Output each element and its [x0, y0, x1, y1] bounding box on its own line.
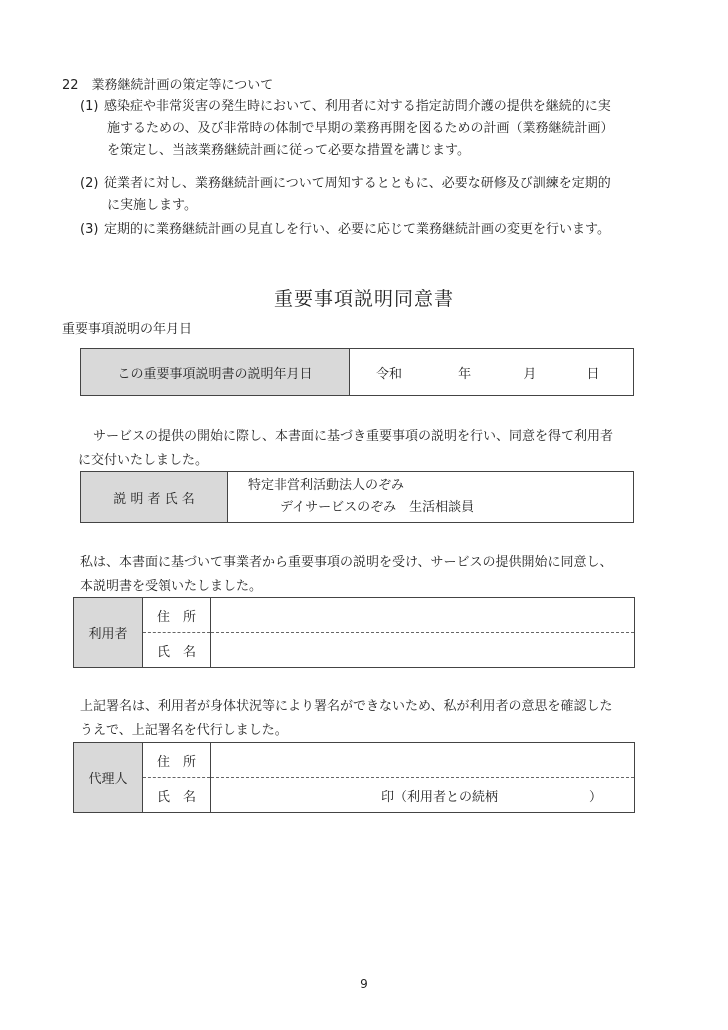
staff-title: デイサービスのぞみ 生活相談員: [280, 500, 475, 515]
proxy-paragraph: [80, 695, 680, 743]
user-address-label: 住 所: [143, 598, 211, 633]
date-table: [80, 348, 634, 396]
page-number: 9: [360, 977, 368, 991]
year-label: 年: [458, 366, 472, 382]
paragraph-line: 本説明書を受領いたしました。: [80, 579, 263, 594]
list-item: [80, 219, 700, 241]
paragraph-line: うえで、上記署名を代行しました。: [80, 723, 288, 738]
month-label: 月: [523, 366, 537, 382]
user-name-field[interactable]: [211, 633, 635, 668]
organization-name: 特定非営利活動法人のぞみ: [248, 478, 405, 493]
item-line: に実施します。: [107, 198, 197, 213]
paragraph-line: サービスの提供の開始に際し、本書面に基づき重要事項の説明を行い、同意を得て利用者: [93, 429, 614, 444]
agent-address-field[interactable]: [211, 743, 635, 778]
agent-name-field[interactable]: [211, 778, 635, 813]
explanation-paragraph: [80, 425, 680, 473]
explainer-label: 説 明 者 氏 名: [81, 472, 228, 523]
explainer-table: [80, 471, 634, 523]
date-field[interactable]: [350, 349, 634, 396]
agent-name-label: 氏 名: [143, 778, 211, 813]
item-line: 従業者に対し、業務継続計画について周知するとともに、必要な研修及び訓練を定期的: [104, 176, 611, 191]
day-label: 日: [586, 366, 600, 382]
item-line: を策定し、当該業務継続計画に従って必要な措置を講じます。: [107, 143, 470, 158]
paragraph-line: 私は、本書面に基づいて事業者から重要事項の説明を受け、サービスの提供開始に同意し、: [80, 555, 613, 570]
section-heading: 22 業務継続計画の策定等について: [62, 78, 274, 93]
seal-relationship-label: 印（利用者との続柄 ）: [381, 789, 603, 805]
item-number: (3): [80, 222, 99, 237]
date-heading: 重要事項説明の年月日: [62, 322, 193, 337]
user-label: 利用者: [74, 598, 143, 668]
list-item: [80, 173, 700, 217]
document-title: 重要事項説明同意書: [273, 288, 454, 310]
consent-paragraph: [80, 551, 680, 599]
item-line: 施するための、及び非常時の体制で早期の業務再開を図るための計画（業務継続計画）: [107, 121, 614, 136]
user-table: [73, 597, 635, 668]
user-address-field[interactable]: [211, 598, 635, 633]
agent-label: 代理人: [74, 743, 143, 813]
era-label: 令和: [376, 366, 403, 382]
item-number: (1): [80, 99, 99, 114]
item-line: 感染症や非常災害の発生時において、利用者に対する指定訪問介護の提供を継続的に実: [104, 99, 611, 114]
user-name-label: 氏 名: [143, 633, 211, 668]
agent-table: [73, 742, 635, 813]
date-label: この重要事項説明書の説明年月日: [81, 349, 350, 396]
item-line: 定期的に業務継続計画の見直しを行い、必要に応じて業務継続計画の変更を行います。: [104, 222, 610, 237]
explainer-field[interactable]: [228, 472, 634, 523]
item-number: (2): [80, 176, 99, 191]
paragraph-line: 上記署名は、利用者が身体状況等により署名ができないため、私が利用者の意思を確認した: [80, 699, 613, 714]
list-item: [80, 96, 700, 162]
agent-address-label: 住 所: [143, 743, 211, 778]
paragraph-line: に交付いたしました。: [78, 453, 209, 468]
